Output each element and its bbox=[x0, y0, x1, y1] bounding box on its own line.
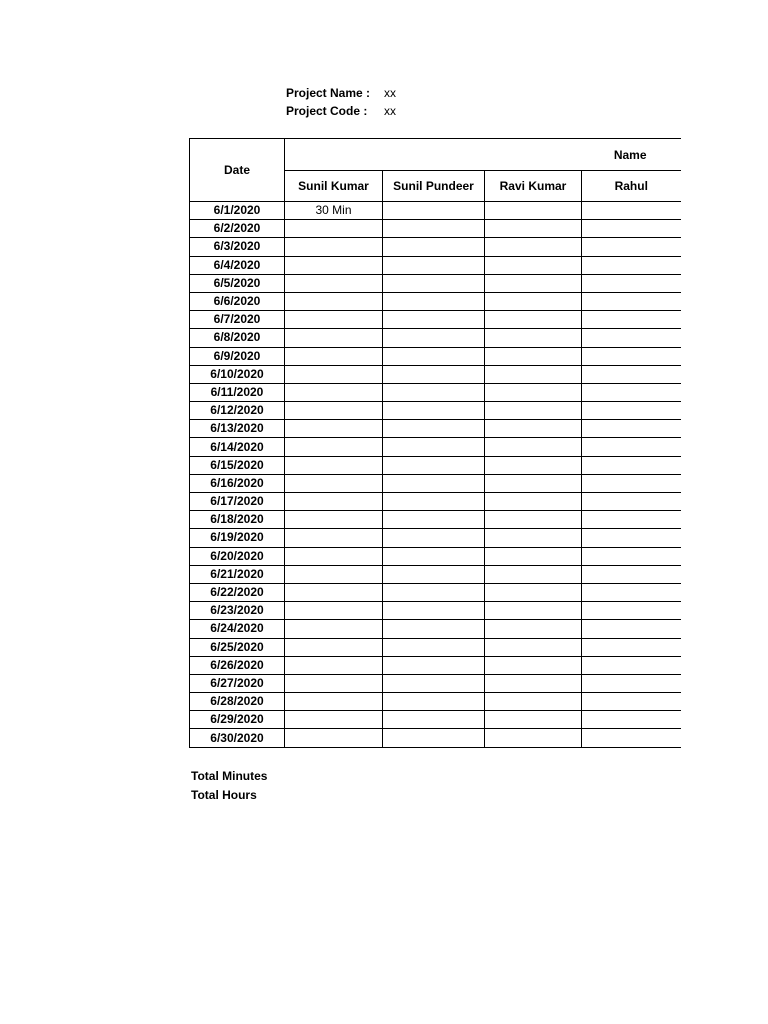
time-cell[interactable] bbox=[285, 365, 383, 383]
total-hours-label: Total Hours bbox=[191, 788, 257, 802]
table-row bbox=[190, 347, 681, 365]
time-cell[interactable] bbox=[383, 711, 485, 729]
time-cell[interactable] bbox=[582, 220, 681, 238]
date-cell: 6/6/2020 bbox=[190, 292, 285, 310]
table-row bbox=[190, 656, 681, 674]
time-cell[interactable] bbox=[485, 711, 582, 729]
time-cell[interactable] bbox=[582, 402, 681, 420]
time-cell[interactable] bbox=[485, 493, 582, 511]
time-cell[interactable] bbox=[383, 474, 485, 492]
date-cell: 6/5/2020 bbox=[190, 274, 285, 292]
time-cell[interactable] bbox=[582, 383, 681, 401]
time-cell[interactable] bbox=[285, 238, 383, 256]
time-cell[interactable] bbox=[582, 438, 681, 456]
time-cell[interactable] bbox=[383, 383, 485, 401]
table-row bbox=[190, 329, 681, 347]
time-cell[interactable] bbox=[383, 402, 485, 420]
time-cell[interactable] bbox=[383, 438, 485, 456]
time-cell[interactable] bbox=[582, 547, 681, 565]
table-row bbox=[190, 456, 681, 474]
time-cell[interactable] bbox=[383, 583, 485, 601]
time-cell[interactable] bbox=[285, 511, 383, 529]
time-cell[interactable] bbox=[383, 292, 485, 310]
time-cell[interactable] bbox=[285, 274, 383, 292]
time-cell[interactable] bbox=[485, 438, 582, 456]
date-cell: 6/18/2020 bbox=[190, 511, 285, 529]
date-cell: 6/24/2020 bbox=[190, 620, 285, 638]
time-cell[interactable] bbox=[383, 238, 485, 256]
time-cell[interactable] bbox=[485, 220, 582, 238]
time-cell[interactable] bbox=[485, 602, 582, 620]
time-cell[interactable] bbox=[582, 365, 681, 383]
time-cell[interactable] bbox=[285, 656, 383, 674]
table-row bbox=[190, 529, 681, 547]
time-cell[interactable] bbox=[383, 493, 485, 511]
project-name-value: xx bbox=[384, 86, 396, 100]
date-cell: 6/27/2020 bbox=[190, 674, 285, 692]
time-cell[interactable] bbox=[582, 238, 681, 256]
time-cell[interactable] bbox=[582, 329, 681, 347]
time-cell[interactable] bbox=[285, 474, 383, 492]
project-info bbox=[286, 84, 396, 120]
time-cell[interactable] bbox=[285, 674, 383, 692]
table-row bbox=[190, 620, 681, 638]
time-cell[interactable] bbox=[485, 529, 582, 547]
project-name-row bbox=[286, 84, 396, 102]
time-cell[interactable] bbox=[285, 729, 383, 747]
time-cell[interactable] bbox=[582, 202, 681, 220]
time-cell[interactable] bbox=[485, 674, 582, 692]
time-cell[interactable] bbox=[383, 420, 485, 438]
time-cell[interactable] bbox=[383, 365, 485, 383]
table-row bbox=[190, 402, 681, 420]
time-cell[interactable] bbox=[582, 474, 681, 492]
time-cell[interactable] bbox=[383, 674, 485, 692]
project-code-value: xx bbox=[384, 104, 396, 118]
time-cell[interactable] bbox=[383, 311, 485, 329]
date-cell: 6/13/2020 bbox=[190, 420, 285, 438]
time-cell[interactable] bbox=[485, 420, 582, 438]
table-row bbox=[190, 493, 681, 511]
time-cell[interactable] bbox=[582, 620, 681, 638]
time-cell[interactable] bbox=[485, 456, 582, 474]
time-cell[interactable] bbox=[485, 547, 582, 565]
time-cell[interactable] bbox=[582, 493, 681, 511]
time-cell[interactable] bbox=[485, 292, 582, 310]
time-cell[interactable] bbox=[383, 565, 485, 583]
time-cell[interactable] bbox=[582, 729, 681, 747]
table-row bbox=[190, 474, 681, 492]
time-cell[interactable] bbox=[285, 402, 383, 420]
date-cell: 6/10/2020 bbox=[190, 365, 285, 383]
time-cell[interactable] bbox=[582, 274, 681, 292]
date-cell: 6/1/2020 bbox=[190, 202, 285, 220]
time-cell[interactable] bbox=[383, 329, 485, 347]
table-row bbox=[190, 547, 681, 565]
time-cell[interactable] bbox=[485, 693, 582, 711]
time-cell[interactable] bbox=[383, 256, 485, 274]
date-cell: 6/30/2020 bbox=[190, 729, 285, 747]
table-row bbox=[190, 693, 681, 711]
date-cell: 6/7/2020 bbox=[190, 311, 285, 329]
table-row bbox=[190, 202, 681, 220]
time-cell[interactable] bbox=[383, 274, 485, 292]
time-cell[interactable] bbox=[485, 565, 582, 583]
time-cell[interactable] bbox=[485, 256, 582, 274]
timesheet-table bbox=[189, 138, 681, 748]
table-row bbox=[190, 274, 681, 292]
time-cell[interactable] bbox=[285, 347, 383, 365]
table-row bbox=[190, 602, 681, 620]
time-cell[interactable] bbox=[285, 583, 383, 601]
table-row bbox=[190, 674, 681, 692]
date-cell: 6/22/2020 bbox=[190, 583, 285, 601]
time-cell[interactable] bbox=[485, 583, 582, 601]
time-cell[interactable] bbox=[485, 329, 582, 347]
table-row bbox=[190, 511, 681, 529]
time-cell[interactable] bbox=[383, 456, 485, 474]
time-cell[interactable] bbox=[582, 311, 681, 329]
time-cell[interactable] bbox=[285, 329, 383, 347]
date-cell: 6/11/2020 bbox=[190, 383, 285, 401]
time-cell[interactable] bbox=[383, 529, 485, 547]
time-cell[interactable] bbox=[285, 256, 383, 274]
time-cell[interactable] bbox=[285, 693, 383, 711]
table-row bbox=[190, 238, 681, 256]
time-cell[interactable] bbox=[285, 529, 383, 547]
time-cell[interactable] bbox=[383, 656, 485, 674]
time-cell[interactable] bbox=[582, 693, 681, 711]
table-row bbox=[190, 292, 681, 310]
time-cell[interactable] bbox=[485, 238, 582, 256]
time-cell[interactable] bbox=[285, 638, 383, 656]
time-cell[interactable] bbox=[383, 220, 485, 238]
time-cell[interactable] bbox=[383, 602, 485, 620]
time-cell[interactable] bbox=[383, 729, 485, 747]
person-header: Sunil Pundeer bbox=[383, 171, 485, 202]
date-cell: 6/12/2020 bbox=[190, 402, 285, 420]
time-cell[interactable] bbox=[285, 565, 383, 583]
time-cell[interactable] bbox=[485, 511, 582, 529]
table-row bbox=[190, 583, 681, 601]
time-cell[interactable] bbox=[383, 693, 485, 711]
person-header: Sunil Kumar bbox=[285, 171, 383, 202]
date-cell: 6/15/2020 bbox=[190, 456, 285, 474]
time-cell[interactable]: 30 Min bbox=[285, 202, 383, 220]
time-cell[interactable] bbox=[485, 202, 582, 220]
table-row bbox=[190, 638, 681, 656]
time-cell[interactable] bbox=[383, 347, 485, 365]
time-cell[interactable] bbox=[285, 456, 383, 474]
table-row bbox=[190, 420, 681, 438]
time-cell[interactable] bbox=[485, 638, 582, 656]
time-cell[interactable] bbox=[285, 383, 383, 401]
header-row-top bbox=[190, 139, 681, 171]
date-cell: 6/20/2020 bbox=[190, 547, 285, 565]
table-row bbox=[190, 311, 681, 329]
totals-section bbox=[191, 767, 267, 805]
table-row bbox=[190, 565, 681, 583]
date-cell: 6/4/2020 bbox=[190, 256, 285, 274]
time-cell[interactable] bbox=[485, 274, 582, 292]
time-cell[interactable] bbox=[285, 547, 383, 565]
project-code-row bbox=[286, 102, 396, 120]
time-cell[interactable] bbox=[582, 420, 681, 438]
time-cell[interactable] bbox=[582, 456, 681, 474]
time-cell[interactable] bbox=[582, 656, 681, 674]
time-cell[interactable] bbox=[582, 638, 681, 656]
table-row bbox=[190, 365, 681, 383]
time-cell[interactable] bbox=[285, 292, 383, 310]
date-cell: 6/16/2020 bbox=[190, 474, 285, 492]
time-cell[interactable] bbox=[485, 311, 582, 329]
time-cell[interactable] bbox=[285, 711, 383, 729]
time-cell[interactable] bbox=[582, 256, 681, 274]
time-cell[interactable] bbox=[383, 511, 485, 529]
date-cell: 6/28/2020 bbox=[190, 693, 285, 711]
time-cell[interactable] bbox=[485, 474, 582, 492]
time-cell[interactable] bbox=[285, 420, 383, 438]
name-header: Name bbox=[285, 139, 681, 171]
date-cell: 6/29/2020 bbox=[190, 711, 285, 729]
time-cell[interactable] bbox=[485, 365, 582, 383]
table-row bbox=[190, 711, 681, 729]
time-cell[interactable] bbox=[485, 383, 582, 401]
time-cell[interactable] bbox=[582, 347, 681, 365]
time-cell[interactable] bbox=[485, 347, 582, 365]
table-row bbox=[190, 220, 681, 238]
time-cell[interactable] bbox=[485, 402, 582, 420]
time-cell[interactable] bbox=[383, 638, 485, 656]
date-cell: 6/8/2020 bbox=[190, 329, 285, 347]
time-cell[interactable] bbox=[582, 602, 681, 620]
time-cell[interactable] bbox=[383, 620, 485, 638]
date-header: Date bbox=[190, 139, 285, 202]
project-code-label: Project Code : bbox=[286, 104, 368, 118]
time-cell[interactable] bbox=[582, 674, 681, 692]
total-minutes-label: Total Minutes bbox=[191, 769, 268, 783]
time-cell[interactable] bbox=[582, 292, 681, 310]
date-cell: 6/19/2020 bbox=[190, 529, 285, 547]
time-cell[interactable] bbox=[582, 565, 681, 583]
date-cell: 6/3/2020 bbox=[190, 238, 285, 256]
time-cell[interactable] bbox=[383, 202, 485, 220]
date-cell: 6/14/2020 bbox=[190, 438, 285, 456]
date-cell: 6/9/2020 bbox=[190, 347, 285, 365]
time-cell[interactable] bbox=[285, 493, 383, 511]
time-cell[interactable] bbox=[285, 311, 383, 329]
time-cell[interactable] bbox=[582, 529, 681, 547]
time-cell[interactable] bbox=[485, 729, 582, 747]
time-cell[interactable] bbox=[285, 602, 383, 620]
person-header: Ravi Kumar bbox=[485, 171, 582, 202]
time-cell[interactable] bbox=[582, 711, 681, 729]
date-cell: 6/23/2020 bbox=[190, 602, 285, 620]
table-row bbox=[190, 383, 681, 401]
date-cell: 6/21/2020 bbox=[190, 565, 285, 583]
date-cell: 6/26/2020 bbox=[190, 656, 285, 674]
time-cell[interactable] bbox=[485, 656, 582, 674]
time-cell[interactable] bbox=[285, 438, 383, 456]
time-cell[interactable] bbox=[582, 583, 681, 601]
date-cell: 6/17/2020 bbox=[190, 493, 285, 511]
person-header: Rahul bbox=[582, 171, 681, 202]
table-row bbox=[190, 438, 681, 456]
time-cell[interactable] bbox=[582, 511, 681, 529]
time-cell[interactable] bbox=[485, 620, 582, 638]
project-name-label: Project Name : bbox=[286, 86, 371, 100]
table-row bbox=[190, 256, 681, 274]
time-cell[interactable] bbox=[285, 220, 383, 238]
time-cell[interactable] bbox=[383, 547, 485, 565]
date-cell: 6/2/2020 bbox=[190, 220, 285, 238]
table-row bbox=[190, 729, 681, 747]
time-cell[interactable] bbox=[285, 620, 383, 638]
date-cell: 6/25/2020 bbox=[190, 638, 285, 656]
